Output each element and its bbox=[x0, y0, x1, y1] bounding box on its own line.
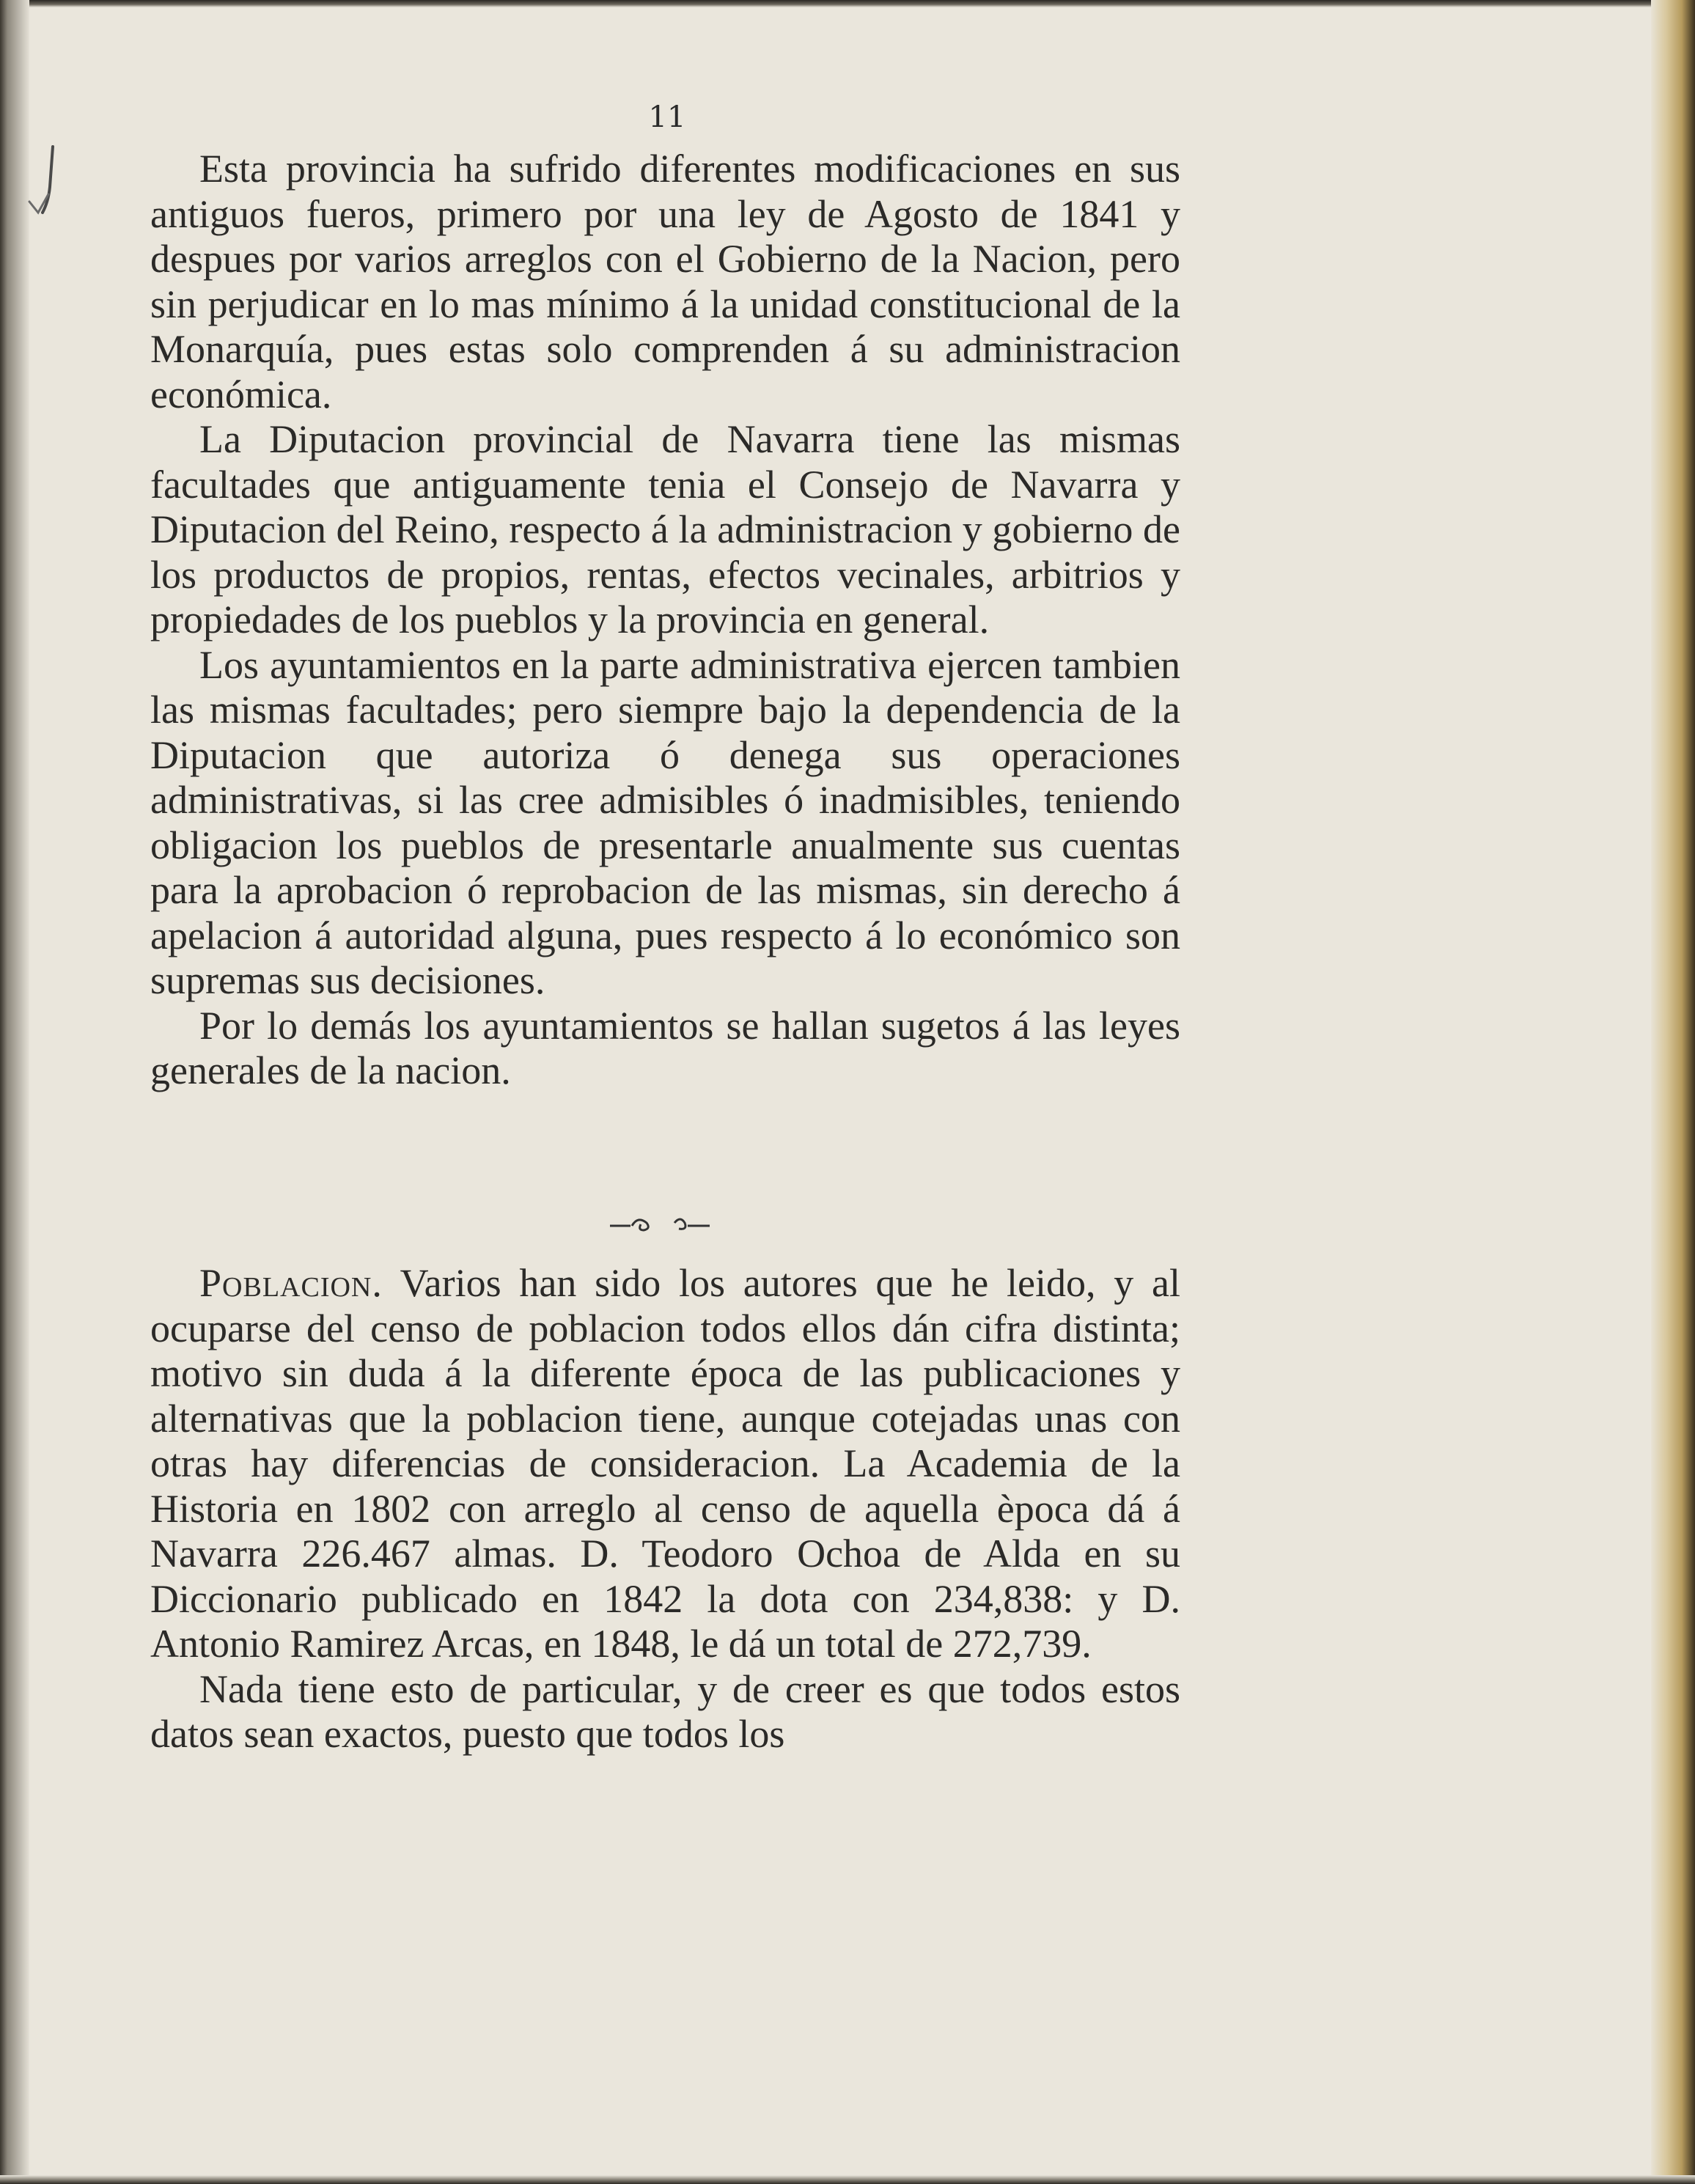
pencil-margin-mark-icon bbox=[22, 143, 66, 238]
paragraph: La Diputacion provincial de Navarra tiene las mismas facultades que antiguamente tenia el Consejo de Navarra y Diputacion del Reino, respecto á la administracion y gobierno de los productos de propios, rentas, efectos vecinales, arbitrios y propiedades de los pueblos y la provincia en general. bbox=[150, 417, 1180, 641]
text-section-poblacion bbox=[150, 1261, 1180, 1757]
paragraph: Nada tiene esto de particular, y de creer es que todos estos datos sean exactos, puesto que todos los bbox=[150, 1666, 1180, 1756]
section-ornament-icon bbox=[608, 1210, 711, 1239]
section-heading: Poblacion. bbox=[199, 1261, 383, 1305]
paragraph-text: Varios han sido los autores que he leido, y al ocuparse del censo de poblacion todos ellos dán cifra distinta; motivo sin duda á la diferente época de las publicaciones y alternativas que la poblacion tiene, aunque cotejadas unas con otras hay diferencias de consideracion. La Academia de la Historia en 1802 con arreglo al censo de aquella època dá á Navarra 226.467 almas. D. Teodoro Ochoa de Alda en su Diccionario publicado en 1842 la dota con 234,838: y D. Antonio Ramirez Arcas, en 1848, le dá un total de 272,739. bbox=[150, 1261, 1180, 1666]
paragraph: Por lo demás los ayuntamientos se hallan sugetos á las leyes generales de la nacion. bbox=[150, 1003, 1180, 1092]
text-section-fueros bbox=[150, 147, 1180, 1094]
page-left-edge bbox=[0, 0, 29, 2184]
page-right-edge bbox=[1651, 0, 1695, 2184]
paragraph: Esta provincia ha sufrido diferentes modificaciones en sus antiguos fueros, primero por una ley de Agosto de 1841 y despues por varios arreglos con el Gobierno de la Nacion, pero sin perjudicar en lo mas mínimo á la unidad constitucional de la Monarquía, pues estas solo comprenden á su administracion económica. bbox=[150, 147, 1180, 416]
paragraph: Los ayuntamientos en la parte administrativa ejercen tambien las mismas facultades; pero siempre bajo la dependencia de la Diputacion que autoriza ó denega sus operaciones administrativas, si las cree admisibles ó inadmisibles, teniendo obligacion los pueblos de presentarle anualmente sus cuentas para la aprobacion ó reprobacion de las mismas, sin derecho á apelacion á autoridad alguna, pues respecto á lo económico son supremas sus decisiones. bbox=[150, 642, 1180, 1002]
page-number: 11 bbox=[648, 100, 686, 134]
paragraph-poblacion bbox=[150, 1261, 1180, 1667]
page-top-edge bbox=[0, 0, 1695, 7]
page-bottom-edge bbox=[0, 2175, 1695, 2184]
